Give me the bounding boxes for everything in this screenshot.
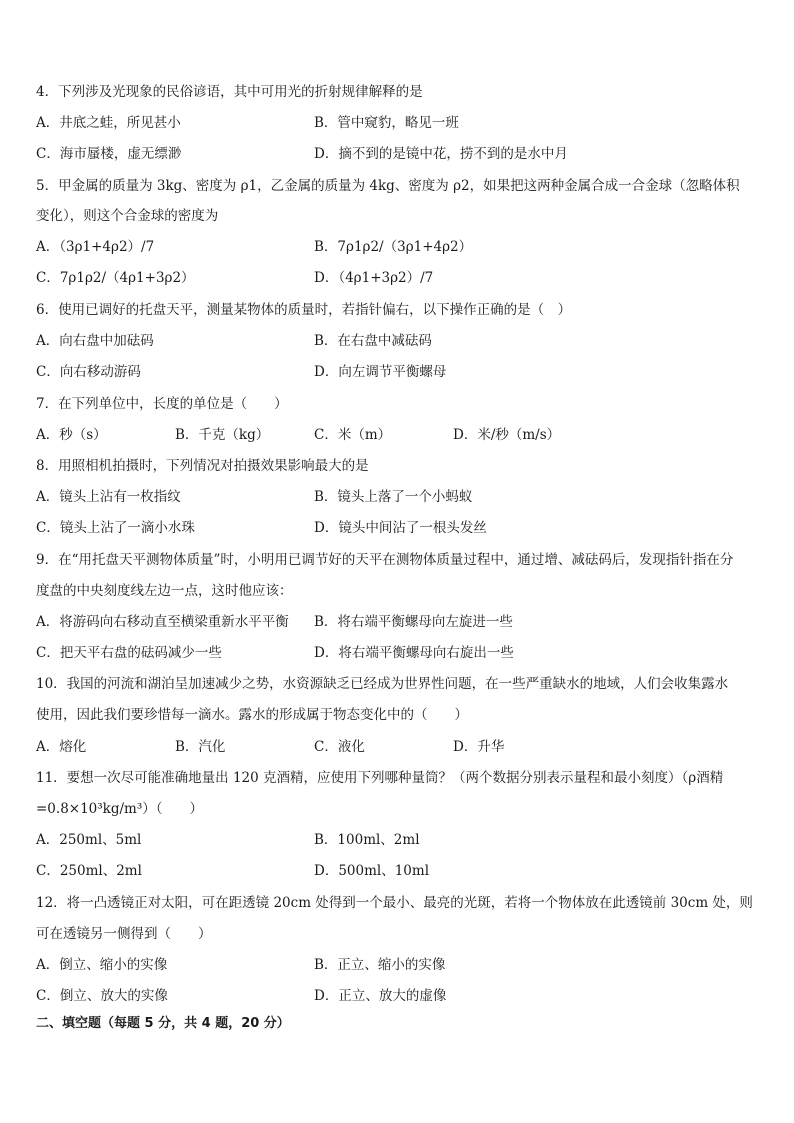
question-10-options-row	[36, 737, 762, 757]
question-11-options-row-1	[36, 830, 762, 850]
question-6-option-a[interactable]: A．向右盘中加砝码	[36, 333, 154, 349]
question-8-stem: 8．用照相机拍摄时，下列情况对拍摄效果影响最大的是	[36, 458, 369, 474]
question-5-option-d[interactable]: D．（4ρ1+3ρ2）/7	[314, 270, 434, 286]
question-11-options-row-2	[36, 861, 762, 881]
question-11-option-c[interactable]: C．250ml、2ml	[36, 863, 142, 879]
question-12-option-b[interactable]: B．正立、缩小的实像	[314, 957, 446, 973]
question-10-option-b[interactable]: B．汽化	[175, 739, 226, 755]
question-7-option-c[interactable]: C．米（m）	[314, 427, 392, 443]
question-6-option-d[interactable]: D．向左调节平衡螺母	[314, 364, 447, 380]
question-9-option-d[interactable]: D．将右端平衡螺母向右旋出一些	[314, 645, 514, 661]
question-5-stem-line-2: 变化），则这个合金球的密度为	[36, 208, 219, 224]
question-5-option-a[interactable]: A．（3ρ1+4ρ2）/7	[36, 239, 155, 255]
question-9-options-row-1	[36, 612, 762, 632]
question-12-option-d[interactable]: D．正立、放大的虚像	[314, 988, 447, 1004]
question-12-options-row-2	[36, 986, 762, 1006]
question-7-option-a[interactable]: A．秒（s）	[36, 427, 107, 443]
question-12-stem-line-1: 12．将一凸透镜正对太阳，可在距透镜 20cm 处得到一个最小、最亮的光斑，若将一个物体放在此透镜前 30cm 处，则	[36, 895, 753, 911]
question-8-option-a[interactable]: A．镜头上沾有一枚指纹	[36, 489, 181, 505]
question-9-options-row-2	[36, 643, 762, 663]
question-11-option-a[interactable]: A．250ml、5ml	[36, 832, 142, 848]
question-10-option-a[interactable]: A．熔化	[36, 739, 87, 755]
question-11-stem-line-2: =0.8×10³kg/m³）（ ）	[36, 801, 204, 817]
question-4-option-a[interactable]: A．井底之蛙，所见甚小	[36, 115, 181, 131]
question-9-option-c[interactable]: C．把天平右盘的砝码减少一些	[36, 645, 222, 661]
question-7-option-d[interactable]: D．米/秒（m/s）	[453, 427, 561, 443]
question-9-option-a[interactable]: A．将游码向右移动直至横梁重新水平平衡	[36, 614, 289, 630]
section-heading-fill-in: 二、填空题（每题 5 分，共 4 题，20 分）	[36, 1016, 290, 1031]
question-5-options-row-1	[36, 237, 762, 257]
question-9-option-b[interactable]: B．将右端平衡螺母向左旋进一些	[314, 614, 513, 630]
question-11-option-d[interactable]: D．500ml、10ml	[314, 863, 430, 879]
question-12-options-row-1	[36, 955, 762, 975]
question-4-options-row-2	[36, 144, 762, 164]
question-8-option-c[interactable]: C．镜头上沾了一滴小水珠	[36, 520, 195, 536]
question-6-options-row-2	[36, 362, 762, 382]
question-10-option-d[interactable]: D．升华	[453, 739, 505, 755]
question-9-stem-line-1: 9．在“用托盘天平测物体质量”时，小明用已调节好的天平在测物体质量过程中，通过增、减砝码后，发现指针指在分	[36, 552, 734, 568]
question-8-option-b[interactable]: B．镜头上落了一个小蚂蚁	[314, 489, 473, 505]
question-12-stem-line-2: 可在透镜另一侧得到（ ）	[36, 926, 212, 942]
question-6-option-c[interactable]: C．向右移动游码	[36, 364, 141, 380]
question-12-option-c[interactable]: C．倒立、放大的实像	[36, 988, 168, 1004]
question-7-option-b[interactable]: B．千克（kg）	[175, 427, 270, 443]
question-10-stem-line-2: 使用，因此我们要珍惜每一滴水。露水的形成属于物态变化中的（ ）	[36, 707, 468, 723]
question-5-option-c[interactable]: C．7ρ1ρ2/（4ρ1+3ρ2）	[36, 270, 195, 286]
question-4-option-d[interactable]: D．摘不到的是镜中花，捞不到的是水中月	[314, 146, 568, 162]
question-8-option-d[interactable]: D．镜头中间沾了一根头发丝	[314, 520, 487, 536]
question-5-options-row-2	[36, 268, 762, 288]
question-4-option-b[interactable]: B．管中窥豹，略见一班	[314, 115, 459, 131]
question-4-stem: 4．下列涉及光现象的民俗谚语，其中可用光的折射规律解释的是	[36, 84, 423, 100]
question-6-stem: 6．使用已调好的托盘天平，测量某物体的质量时，若指针偏右，以下操作正确的是（ ）	[36, 302, 572, 318]
question-6-option-b[interactable]: B．在右盘中减砝码	[314, 333, 432, 349]
question-7-stem: 7．在下列单位中，长度的单位是（ ）	[36, 396, 288, 412]
question-10-stem-line-1: 10．我国的河流和湖泊呈加速减少之势，水资源缺乏已经成为世界性问题，在一些严重缺水的地域，人们会收集露水	[36, 676, 729, 692]
question-12-option-a[interactable]: A．倒立、缩小的实像	[36, 957, 168, 973]
question-9-stem-line-2: 度盘的中央刻度线左边一点，这时他应该：	[36, 583, 293, 599]
question-8-options-row-2	[36, 518, 762, 538]
question-7-options-row	[36, 425, 762, 445]
question-5-option-b[interactable]: B．7ρ1ρ2/（3ρ1+4ρ2）	[314, 239, 473, 255]
question-11-stem-line-1: 11．要想一次尽可能准确地量出 120 克酒精，应使用下列哪种量筒？（两个数据分别表示量程和最小刻度）（ρ酒精	[36, 770, 724, 786]
question-10-option-c[interactable]: C．液化	[314, 739, 365, 755]
question-4-option-c[interactable]: C．海市蜃楼，虚无缥渺	[36, 146, 182, 162]
question-11-option-b[interactable]: B．100ml、2ml	[314, 832, 420, 848]
question-5-stem-line-1: 5．甲金属的质量为 3kg、密度为 ρ1，乙金属的质量为 4kg、密度为 ρ2，如果把这两种金属合成一合金球（忽略体积	[36, 178, 740, 194]
question-6-options-row-1	[36, 331, 762, 351]
question-8-options-row-1	[36, 487, 762, 507]
question-4-options-row-1	[36, 113, 762, 133]
